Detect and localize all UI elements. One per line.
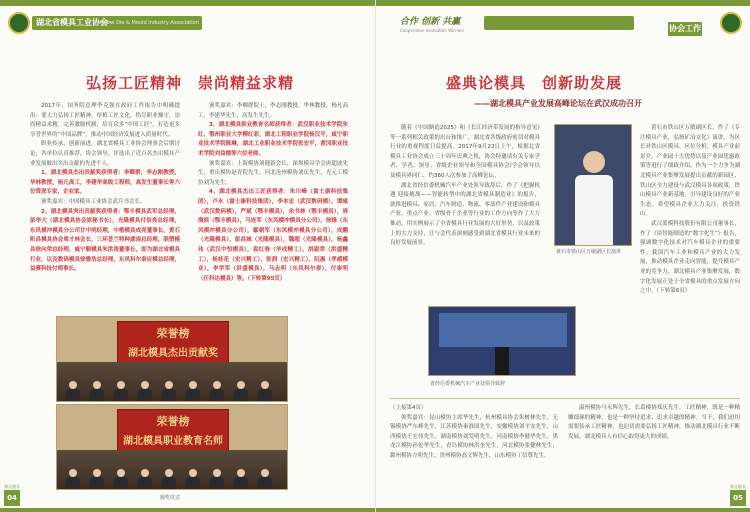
paragraph: 颁奖嘉宾：上海模协刘健新会长，深圳模具学会唐超波先生，重庆模协赵青院先生，河北沧州模协刘庆先生，光元工模协刘为先生。: [198, 160, 348, 186]
paragraph: 领奖嘉宾：昆山模协主席华先生，杭州模具协会朱树林先生，无锡模协严东峰先生，江苏模协秦淮国先生，安徽模协刘平安先生，山西模协王宏伟先生，湖南模协刘发明先生，河南模协李健华先生，黑龙江模协孙伦华先生，青岛模协林洪奎先生，河北模协张健林先生，滁州模协方明先生，贵州模协高文辉先生，山东模协丁信尊先生。: [390, 414, 558, 459]
group-people: [57, 450, 287, 489]
bottom-band: [376, 508, 750, 512]
top-band: [376, 0, 750, 6]
article-column-1: [390, 124, 540, 300]
photo-caption: 颁奖仪式: [160, 495, 181, 501]
motto: 合作 创新 共赢: [400, 17, 461, 27]
page-number: 04: [4, 490, 20, 506]
article-subtitle: ——湖北模具产业发展高峰论坛在武汉成功召开: [474, 99, 642, 108]
header-bar: [484, 16, 634, 30]
section-tag: 协会工作: [668, 22, 702, 36]
article-column-2: [198, 102, 348, 308]
page-label: 湖北模具: [4, 484, 20, 489]
paragraph: 2017年，国务院总理李克强在政府工作报告中明确提出：要大力弘扬工匠精神，厚植工匠文化，恪尽职业操守，崇尚精益求精，完善激励机制，培育众多“中国工匠”，打造更多享誉世界的“中国品牌”，推动中国经济发展进入质量时代。: [30, 103, 180, 138]
banner-subtitle: 湖北模具职业教育名师: [123, 436, 223, 447]
award-heading: 4、湖北模具杰出工匠获得者：朱川峰（富士康科技集团），卢永（富士康科技集团），李本忠（武汉数码模），谭威（武汉数码模），严斌（鄂丰模具），余书林（鄂丰模具），周海滨（鄂丰模具），马连军（东风模冲模具分公司），徐锋（东风模冲模具分公司），鄢朝军（东风模冲模具分公司），成鹏（光隆模具），彭昌城（光隆模具），魏超（光隆模具），杨鑫玮（武汉中恒模具），袁红春（华成精工），胡淑荣（洪盛精工），杨桂花（宏兴精工），张润（宏兴精工），阮惠（孝感模业），李学军（洪盛模具），马志明（东风科尔泰），付泰明（任科达模具）等。（下转第95页）: [198, 189, 348, 282]
paragraph: 温州模协马永辉先生，长葛模协郑庆先生。工匠精神，既是一种精雕细琢的精神，也是一种坚持追求、追求卓越的精神。当下，我们迫切需要传承工匠精神，也迫切需要弘扬工匠精神，推动湖北模具行业不断发展，湖北模具人有信心取得更大的成绩。: [568, 405, 740, 440]
award-heading: 3、湖北模具职业教育名师获得者：武汉职业技术学院朱红、鄂州职业大学柳红彩，湖北工程职业学院杨汉平，咸宁职业技术学院陈琳，湖北工业职业技术学院张宏平，黄冈职业技术学院刘益德等六位老师。: [198, 122, 348, 157]
paragraph: 颁奖嘉宾：中国模具工业协会武兵书会长。: [41, 198, 146, 205]
banner-title: 荣誉榜: [156, 415, 190, 428]
group-people: [57, 362, 287, 401]
paragraph: 随着《中国制造2025》和《长江经济带发展的指导意见》等一系列相关政策的出台和推广，湖北省各级政府密切对模具行业的重视程度日益提高。2017年9月22日上午，根据北省模具工业协会成立三十周年庆典之机，协会特邀请有关专家学者、学者、领导、省级企业领导和全国模具协会/学会领导以及模具界同仁，约360人次参加了高峰论坛。: [390, 125, 540, 179]
paragraph: 颁奖嘉宾：李卿群院士，李志刚教授，华林教授，杨凡高工，李建华先生，高发生先生。: [198, 103, 348, 119]
speaker-photo: [554, 124, 632, 246]
association-logo-icon: [8, 12, 30, 34]
paragraph: 职业传承，创新前进。湖北省模具工业协会理事会后期讨论，各单位认真推荐，协会领导，评选出了近百名杰出模具产业发展做出突出贡献的先进个人。: [30, 141, 180, 167]
honor-banner: [117, 409, 229, 451]
association-logo-icon: [720, 12, 742, 34]
left-header: [0, 8, 375, 40]
continued-note: （上接第4页）: [390, 405, 427, 411]
article-column-2: [640, 124, 740, 372]
award-photo-1: [56, 316, 288, 402]
page-label: 湖北模具: [730, 484, 746, 489]
award-photo-2: [56, 404, 288, 490]
page-number: 05: [730, 490, 746, 506]
paragraph: 武汉蓝模科技股份有限公司董事长，作了《谈智能制造的“数字化生”》报告，强调数字化技术对汽车模具企业的重要性。我国汽车工业和模具产业的大力发展，推动模具企业走向智能，提升模具产业的竞争力。湖北模具产业集聚发展，数字化发展正处于全省模具的重点发展方向之中。（下转第6页）: [640, 220, 740, 295]
article-column-1: [30, 102, 180, 308]
bottom-band: [0, 508, 375, 512]
right-page: [375, 0, 750, 512]
speaker-caption: 黄石市铁山区万敏副区长演讲: [556, 249, 622, 255]
award-heading: 2、湖北模具突出贡献奖获得者：鄂丰模具武军总经理，彭华大（湖北模具协会原秘书长），光隆模具付信亮总经理，东风模冲模具分公司甘中明经理，中楷模具成亮董事长，黄石昕昌模具协会周才林会长，三环荟兰特种湖南总经理，联塑模具徐向荣总经理，威宁顺模具朱洪涛董事长，即为湖北省模具行业，以及数码模具徐雅浩总经理，东风科尔泰应模总经理，益赛科技付理事长。: [30, 208, 180, 273]
header-subtitle: Hubei Die & Mould Industry Association: [100, 20, 199, 26]
banner-subtitle: 湖北模具杰出贡献奖: [128, 348, 218, 359]
article-title: 弘扬工匠精神 崇尚精益求精: [86, 74, 295, 92]
continued-column-2: [568, 404, 740, 492]
motto-english: Cooperation Innovation Win-win: [400, 28, 465, 33]
paragraph: 湖北省经信委机械汽车产业处领导致辞后，作了《把握机遇 迎接挑战——智能转型中的湖北省模具制造业》的报告，就推进模具、家居、汽车制造、物流、零部件产业建设和模具产业、重点产业、省级骨干企业等行业的工作方向等作了大力推动，用实例展示了全省模具行业发展的大好形势，以及政策上的大力支持，让与会代表深刻感受到湖北省模具行业未来的良好发展前景。: [390, 182, 540, 247]
honor-banner: [117, 321, 229, 363]
award-heading: 1、湖北模具杰出贡献奖获得者：李卿群，李志刚教授，华林教授，杨凡高工，李建华高级工程师，高发生董事长等六位资深专家，企业家。: [30, 170, 180, 196]
banner-title: 荣誉榜: [156, 327, 190, 340]
article-title: 盛典论模具 创新助发展: [446, 74, 623, 92]
continued-column-1: [390, 404, 558, 492]
speech-photo: [428, 306, 576, 376]
paragraph: 黄石市铁山区万敏副区长，作了《专注模具产业，弘扬矿冶文化》演讲，为区长对铁山区模具、区位分析，模具产业前景介，产业园十大优势以及产业园优惠政策等进行了细致介绍。作为一个力争为湖北模具产业集聚发展提出贡献的新园区，铁山区全力建设与武汉模具各项政策，铁山模具产业新基地，引导建设良好的产业生态。希望模具企业大力关注，投资铁山。: [640, 125, 740, 218]
header-title: 湖北省模具工业协会: [36, 18, 108, 27]
right-header: [376, 8, 750, 40]
top-band: [0, 0, 375, 6]
speech-caption: 省经信委机械汽车产业处领导致辞: [430, 381, 506, 387]
divider: [390, 398, 740, 399]
